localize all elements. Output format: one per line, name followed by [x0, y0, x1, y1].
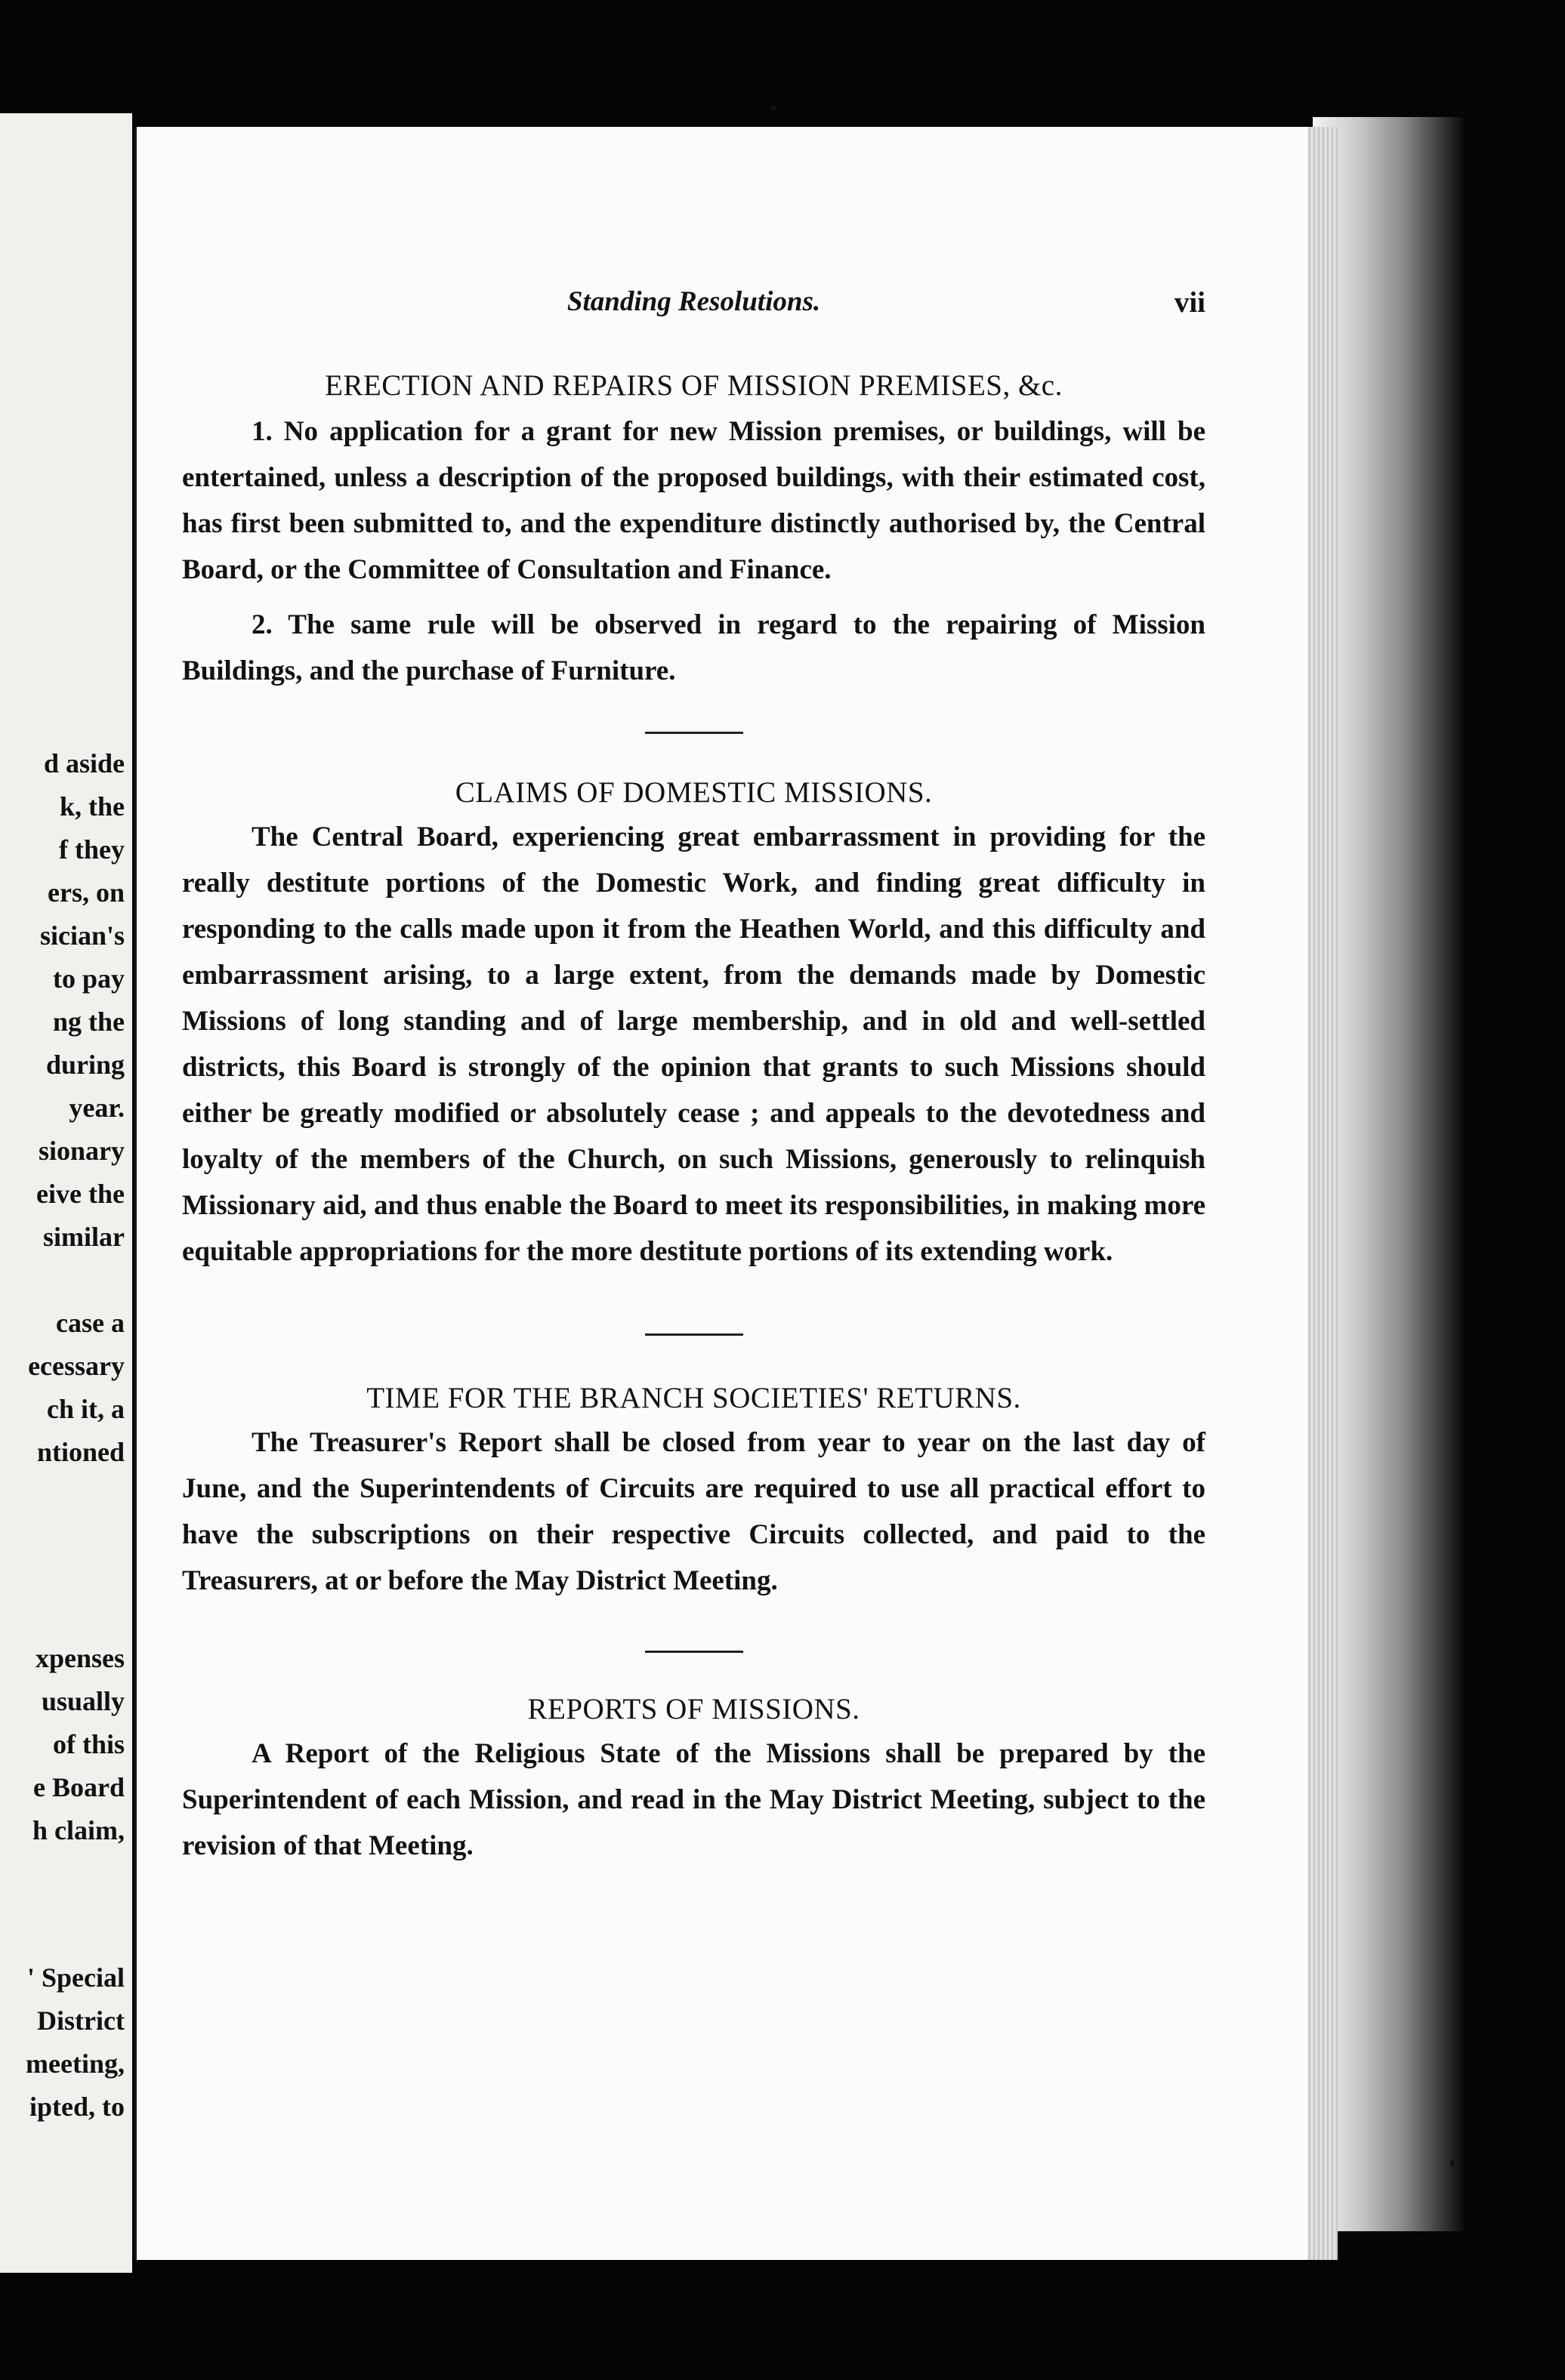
- section-domestic-missions: [182, 775, 1205, 1275]
- facing-fragment: ng the: [52, 1007, 125, 1037]
- facing-fragment: ch it, a: [47, 1394, 125, 1424]
- facing-fragment: to pay: [52, 963, 125, 994]
- facing-fragment: District: [37, 2005, 125, 2036]
- running-head: [182, 285, 1205, 331]
- facing-fragment: ' Special: [26, 1962, 125, 1993]
- page-edges: [1307, 127, 1338, 2260]
- section-divider: [645, 1651, 743, 1653]
- facing-fragment: during: [45, 1050, 125, 1080]
- facing-fragment: k, the: [59, 791, 125, 822]
- section-branch-returns: [182, 1381, 1205, 1604]
- facing-fragment: sionary: [38, 1136, 125, 1166]
- section-heading: ERECTION AND REPAIRS OF MISSION PREMISES, &c.: [325, 369, 1063, 402]
- paragraph: The Treasurer's Report shall be closed from year to year on the last day of June, and the Superintendents of Circuits are required to use all practical effort to have the subscriptions on their respective Circuits collected, and paid to the Treasurers, at or before the May District Meeting.: [182, 1427, 1205, 1596]
- section-heading: CLAIMS OF DOMESTIC MISSIONS.: [455, 776, 933, 809]
- running-title: Standing Resolutions.: [566, 286, 821, 317]
- facing-fragment: ers, on: [48, 877, 125, 908]
- facing-fragment: ntioned: [36, 1437, 125, 1467]
- paragraph: 2. The same rule will be observed in regard to the repairing of Mission Buildings, and the purchase of Furniture.: [182, 609, 1205, 686]
- book-page: [134, 127, 1338, 2260]
- facing-fragment: meeting,: [26, 2049, 125, 2079]
- paragraph: 1. No application for a grant for new Mission premises, or buildings, will be entertained, unless a description of the proposed buildings, with their estimated cost, has first been submitted to, and the expenditure distinctly authorised by, the Central Board, or the Committee of Consultation and Finance.: [182, 416, 1205, 585]
- section-heading: REPORTS OF MISSIONS.: [527, 1693, 860, 1725]
- facing-fragment: eive the: [36, 1179, 125, 1209]
- facing-fragment: year.: [69, 1093, 125, 1123]
- facing-fragment: d aside: [43, 748, 125, 778]
- film-speck: [1450, 2160, 1455, 2167]
- section-divider: [645, 1333, 743, 1336]
- facing-page-edge: [0, 113, 132, 2273]
- facing-fragment: similar: [43, 1222, 125, 1252]
- facing-fragment: ecessary: [28, 1351, 125, 1381]
- section-erection-repairs: [182, 368, 1205, 694]
- section-heading: TIME FOR THE BRANCH SOCIETIES' RETURNS.: [366, 1382, 1021, 1414]
- facing-fragment: f they: [59, 834, 125, 865]
- section-reports-of-missions: [182, 1692, 1205, 1869]
- paragraph: A Report of the Religious State of the Missions shall be prepared by the Superintendent of each Mission, and read in the May District Meeting, subject to the revision of that Meeting.: [182, 1738, 1205, 1861]
- facing-fragment: h claim,: [32, 1815, 125, 1845]
- facing-fragment: xpenses: [35, 1643, 125, 1673]
- page-number: vii: [1174, 286, 1205, 319]
- facing-fragment: ipted, to: [29, 2092, 125, 2122]
- facing-fragment: case a: [56, 1308, 125, 1338]
- film-speck: [770, 106, 776, 110]
- facing-fragment: sician's: [39, 920, 125, 951]
- facing-fragment: usually: [41, 1686, 125, 1716]
- facing-fragment: of this: [52, 1729, 125, 1759]
- facing-fragment: e Board: [33, 1772, 125, 1802]
- section-divider: [645, 732, 743, 734]
- page-content: [182, 285, 1205, 1869]
- paragraph: The Central Board, experiencing great embarrassment in providing for the really destitute portions of the Domestic Work, and finding great difficulty in responding to the calls made upon it from the Heathen World, and this difficulty and embarrassment arising, to a large extent, from the demands made by Domestic Missions of long standing and of large membership, and in old and well-settled districts, this Board is strongly of the opinion that grants to such Missions should either be greatly modified or absolutely cease ; and appeals to the devotedness and loyalty of the members of the Church, on such Missions, generously to relinquish Missionary aid, and thus enable the Board to meet its responsibilities, in making more equitable appropriations for the more destitute portions of its extending work.: [182, 822, 1205, 1267]
